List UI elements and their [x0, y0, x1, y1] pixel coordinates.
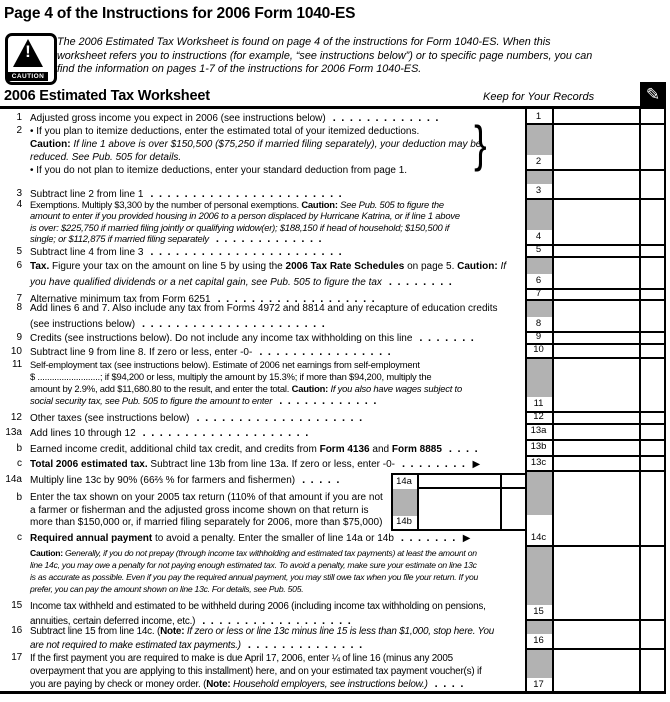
worksheet-row-14c — [0, 532, 494, 545]
line-text — [30, 246, 494, 259]
text-line — [30, 383, 494, 395]
amount-line-number: 14c — [530, 532, 547, 543]
line-number-label: 14a — [5, 474, 22, 485]
dot-leader: ............. — [215, 232, 328, 245]
text-segment: on page 5. — [404, 261, 458, 272]
number-cell-shade — [527, 621, 552, 634]
text-segment: is over: $225,750 if married filing jointly or qualifying widow(er); $188,150 if head of household; $150,500 if — [30, 221, 450, 233]
text-line — [30, 332, 494, 345]
line-text — [30, 492, 383, 530]
text-segment: Exemptions. Multiply $3,300 by the number of personal exemptions. — [30, 199, 302, 210]
dot-leader: ....................... — [150, 188, 348, 200]
text-segment: Caution: — [30, 139, 74, 150]
amount-line-number: 14b — [396, 516, 412, 527]
text-line — [30, 443, 494, 456]
amount-line-number: 14a — [396, 476, 412, 487]
text-line — [30, 458, 494, 471]
line-number-label: 13a — [5, 427, 22, 438]
worksheet-row-11 — [0, 359, 494, 408]
line-number-label: 10 — [10, 346, 22, 357]
text-line — [30, 625, 494, 639]
worksheet-row-1 — [0, 112, 494, 125]
text-segment: Figure your tax on the amount on line 5 by using the — [52, 261, 286, 272]
amount-line-number: 2 — [535, 156, 542, 167]
text-line — [30, 246, 494, 259]
text-line — [30, 233, 494, 245]
dot-leader: ....... — [400, 532, 461, 544]
text-segment: If you also have wages subject to — [330, 382, 462, 394]
text-segment: you are paying by check or money order. ( — [30, 679, 207, 690]
line-text — [30, 547, 494, 595]
text-segment: • If you do not plan to itemize deductions, enter your standard deduction from page 1. — [30, 165, 408, 176]
dot-leader: ............. — [332, 112, 444, 124]
line-number-label: 5 — [16, 246, 22, 257]
dot-leader: ........ — [401, 458, 471, 470]
text-line — [30, 138, 494, 151]
line-number-label: b — [16, 443, 22, 454]
line-text — [30, 443, 494, 456]
line-text — [30, 359, 494, 408]
dot-leader: ....................... — [150, 246, 348, 258]
inner-number-cell-shade — [393, 489, 417, 516]
text-segment: a farmer or fisherman and the adjusted gross income shown on that return is — [30, 504, 369, 516]
text-segment: Form 8885 — [391, 444, 442, 455]
text-line — [30, 492, 383, 505]
text-segment: are not required to make estimated tax payments.) — [30, 639, 241, 651]
text-segment: annuities, certain deferred income, etc.) — [30, 616, 196, 627]
text-line — [30, 600, 494, 614]
number-cell-shade — [527, 200, 552, 230]
text-line — [30, 260, 507, 275]
worksheet-row-14a — [0, 474, 358, 487]
worksheet-row-13b — [0, 443, 494, 456]
worksheet-row-16 — [0, 625, 494, 652]
line-text — [30, 125, 494, 177]
text-line — [30, 583, 494, 595]
number-cell-shade — [527, 359, 552, 397]
amount-line-number: 12 — [533, 411, 544, 422]
line-text — [30, 532, 494, 545]
worksheet-row-10 — [0, 346, 494, 359]
text-segment: Other taxes (see instructions below) — [30, 413, 190, 424]
line-number-label: 12 — [10, 412, 22, 423]
worksheet-row-13a — [0, 427, 494, 440]
text-line — [30, 371, 494, 383]
text-segment: Add lines 10 through 12 — [30, 428, 136, 439]
line-text — [30, 458, 494, 471]
dot-leader: ..... — [302, 474, 345, 486]
line-number-label: 11 — [12, 359, 22, 370]
worksheet-row-cau — [0, 547, 494, 595]
inner-table-vline — [500, 473, 502, 531]
amount-line-number: 6 — [535, 275, 542, 286]
line-text — [30, 474, 358, 487]
text-segment: Tax. — [30, 261, 53, 272]
dot-leader: .............. — [247, 638, 368, 651]
text-segment: prefer, you can pay the amount shown on line 13c. For details, see Pub. 505. — [30, 584, 304, 594]
number-cell-shade — [527, 171, 552, 184]
text-segment: 2006 Tax Rate Schedules — [285, 261, 405, 272]
dot-leader: ....... — [419, 332, 480, 344]
line-text — [30, 302, 498, 332]
amount-line-number: 11 — [533, 398, 544, 409]
text-line — [30, 474, 358, 487]
line-number-label: 9 — [16, 332, 22, 343]
text-line — [30, 222, 494, 233]
text-segment: Adjusted gross income you expect in 2006 (see instructions below) — [30, 113, 326, 124]
worksheet-row-17 — [0, 652, 494, 691]
text-segment: Credits (see instructions below). Do not include any income tax withholding on this line — [30, 333, 413, 344]
text-segment: See Pub. 505 to figure the — [340, 199, 444, 210]
amount-line-number: 4 — [535, 231, 542, 242]
line-number-label: 6 — [16, 260, 22, 271]
amount-line-number: 3 — [535, 185, 542, 196]
text-segment: Caution: — [301, 199, 341, 210]
text-line — [30, 210, 494, 221]
line-number-label: 1 — [16, 112, 22, 123]
line-number-label: 7 — [16, 293, 22, 304]
line-number-label: 3 — [16, 188, 22, 199]
caution-note-line: find the information on pages 1-7 of the instructions for 2006 Form 1040-ES. — [57, 63, 422, 75]
dot-leader: .... — [448, 443, 484, 455]
text-segment: Caution: — [291, 382, 331, 394]
text-line — [30, 571, 494, 583]
text-segment: Household employers, see instructions below.) — [233, 679, 428, 690]
worksheet-row-9 — [0, 332, 494, 345]
text-segment: you have qualified dividends or a net capital gain, see Pub. 505 to figure the tax — [30, 276, 382, 288]
text-segment: Subtract line 13b from line 13a. If zero or less, enter -0- — [150, 459, 395, 470]
line-number-label: c — [17, 458, 22, 469]
text-segment: If the first payment you are required to make is due April 17, 2006, enter ¼ of line 16 (minus any 2005 — [30, 653, 453, 664]
line-text — [30, 112, 494, 125]
text-line — [30, 275, 494, 291]
text-line — [30, 532, 494, 545]
text-segment: Add lines 6 and 7. Also include any tax from Forms 4972 and 8814 and any recapture of education credits — [30, 303, 498, 314]
text-line — [30, 346, 494, 359]
text-line — [30, 395, 494, 408]
amount-line-number: 17 — [533, 679, 544, 690]
number-cell-shade — [527, 258, 552, 274]
worksheet-row-2 — [0, 125, 494, 177]
line-number-label: 2 — [16, 125, 22, 136]
text-segment: Caution: — [457, 261, 501, 272]
amount-line-number: 13a — [530, 425, 547, 436]
keep-for-records-label: Keep for Your Records — [483, 91, 595, 103]
text-segment: Note: — [160, 626, 187, 637]
text-segment: Note: — [206, 679, 234, 690]
dot-leader: ................ — [259, 346, 397, 358]
text-line — [30, 112, 494, 125]
table-vline — [639, 109, 641, 693]
text-line — [30, 504, 369, 518]
line-text — [30, 260, 507, 290]
line-text — [30, 346, 494, 359]
arrow-right-icon: ▶ — [472, 459, 481, 470]
text-line — [30, 665, 494, 678]
dot-leader: .... — [434, 678, 469, 690]
worksheet-title: 2006 Estimated Tax Worksheet — [4, 88, 210, 104]
arrow-right-icon: ▶ — [462, 533, 471, 544]
amount-line-number: 13c — [530, 457, 547, 468]
amount-line-number: 5 — [535, 244, 542, 255]
worksheet-row-13c — [0, 458, 494, 471]
worksheet-row-14b — [0, 492, 383, 530]
dot-leader: ...................... — [142, 317, 331, 330]
text-line — [30, 559, 494, 571]
text-segment: more than $150,000 or, if married filing separately for 2006, more than $75,000) — [30, 517, 383, 529]
text-segment: overpayment that you are applying to this installment) here, and on your estimated tax payment voucher(s) if — [30, 666, 482, 677]
text-line — [30, 199, 494, 210]
text-segment: amount to enter if you provided housing in 2006 to a person displaced by Hurricane Katrina, or if line 1 above — [30, 210, 460, 222]
worksheet-row-8 — [0, 302, 498, 332]
amount-line-number: 7 — [535, 288, 542, 299]
text-segment: Form 4136 — [319, 444, 370, 455]
worksheet-row-12 — [0, 412, 494, 425]
line-number-label: 8 — [16, 302, 22, 313]
text-line — [30, 678, 494, 691]
text-segment: If line 1 above is over $150,500 ($75,250 if married filing separately), your deduction may be — [73, 139, 482, 150]
line-text — [30, 332, 494, 345]
inner-table-hline-mid — [417, 487, 527, 489]
number-cell-shade — [527, 650, 552, 678]
amount-line-number: 16 — [533, 635, 544, 646]
dot-leader: ................... — [217, 293, 381, 305]
worksheet-row-4 — [0, 199, 494, 245]
number-cell-shade — [527, 547, 552, 605]
amount-line-number: 10 — [533, 344, 544, 355]
dot-leader: .................... — [142, 427, 314, 439]
text-segment: is as accurate as possible. Even if you pay the required annual payment, you may still owe tax when you file your return. If you — [30, 572, 479, 582]
text-segment: Generally, if you do not prepay (through income tax withholding and estimated tax payments) at least the amount on — [64, 548, 477, 558]
text-line — [30, 151, 494, 164]
dot-leader: ........ — [388, 275, 458, 288]
caution-label: CAUTION — [8, 72, 48, 81]
inner-table-vline — [417, 473, 419, 531]
pencil-icon: ✎ — [640, 82, 666, 108]
text-segment: Enter the tax shown on your 2005 tax return (110% of that amount if you are not — [30, 492, 383, 503]
table-vline — [664, 109, 666, 693]
text-line — [30, 639, 494, 653]
caution-exclamation-icon: ! — [25, 42, 31, 61]
brace-glyph: } — [474, 116, 487, 172]
text-segment: If — [500, 261, 507, 272]
number-cell-shade — [527, 125, 552, 155]
amount-line-number: 8 — [535, 318, 542, 329]
table-vline — [552, 109, 554, 693]
text-segment: If zero or less or line 13c minus line 15 is less than $1,000, stop here. You — [186, 626, 495, 637]
amount-line-number: 13b — [530, 441, 547, 452]
amount-line-number: 9 — [535, 331, 542, 342]
page-title: Page 4 of the Instructions for 2006 Form 1040-ES — [4, 5, 356, 22]
text-line — [30, 547, 494, 559]
text-segment: amount by 2.9%, add $11,680.80 to the result, and enter the total. — [30, 382, 292, 394]
line-number-label: 17 — [11, 652, 22, 663]
text-segment: Subtract line 15 from line 14c. ( — [30, 626, 161, 637]
text-line — [30, 652, 494, 665]
number-cell-shade — [527, 472, 552, 515]
line-number-label: c — [17, 532, 22, 543]
worksheet-top-rule — [0, 106, 666, 109]
text-line — [30, 317, 494, 333]
line-text — [30, 412, 494, 425]
line-number-label: b — [16, 492, 22, 503]
line-number-label: 4 — [16, 199, 22, 210]
text-segment: Subtract line 9 from line 8. If zero or less, enter -0- — [30, 347, 253, 358]
line-text — [30, 427, 494, 440]
text-segment: Alternative minimum tax from Form 6251 — [30, 294, 211, 305]
amount-line-number: 15 — [533, 606, 544, 617]
text-line — [30, 517, 383, 530]
text-line — [30, 412, 494, 425]
worksheet-row-5 — [0, 246, 494, 259]
text-line — [30, 164, 494, 177]
text-segment: $ ..........................; if $94,200 or less, multiply the amount by 15.3%; if more than $94,200, multiply the — [30, 370, 432, 382]
text-segment: Total 2006 estimated tax. — [30, 459, 151, 470]
text-segment: line 14c, you may owe a penalty for not paying enough estimated tax. To avoid a penalty, make sure your estimate on line 13c — [30, 560, 477, 570]
text-segment: Subtract line 2 from line 1 — [30, 189, 144, 200]
caution-note-line: The 2006 Estimated Tax Worksheet is found on page 4 of the instructions for Form 1040-ES. When this — [57, 36, 551, 48]
text-segment: to avoid a penalty. Enter the smaller of line 14a or 14b — [155, 533, 394, 544]
line-number-label: 15 — [11, 600, 22, 611]
text-segment: social security tax, see Pub. 505 to figure the amount to enter — [30, 394, 273, 406]
text-segment: Self-employment tax (see instructions below). Estimate of 2006 net earnings from self-employment — [30, 359, 420, 370]
worksheet-bottom-rule — [0, 691, 666, 694]
text-line — [30, 427, 494, 440]
text-segment: Earned income credit, additional child tax credit, and credits from — [30, 444, 320, 455]
text-segment: Caution: — [30, 548, 65, 558]
amount-line-number: 1 — [535, 111, 542, 122]
text-segment: and — [369, 444, 392, 455]
text-segment: reduced. See Pub. 505 for details. — [30, 152, 182, 163]
text-line — [30, 359, 494, 371]
text-segment: Required annual payment — [30, 533, 156, 544]
worksheet-row-6 — [0, 260, 507, 290]
dot-leader: ............ — [279, 394, 382, 407]
text-segment: Income tax withheld and estimated to be withheld during 2006 (including income tax withholding on pensions, — [30, 601, 486, 612]
number-cell-shade — [527, 301, 552, 317]
text-segment: (see instructions below) — [30, 318, 136, 330]
text-line — [30, 125, 494, 138]
text-line — [30, 302, 498, 317]
text-segment: single; or $112,875 if married filing separately — [30, 232, 209, 244]
dot-leader: .................... — [196, 412, 368, 424]
inner-table-hline-bottom — [391, 529, 527, 531]
line-text — [30, 625, 494, 652]
text-segment: Subtract line 4 from line 3 — [30, 247, 144, 258]
line-text — [30, 199, 494, 245]
text-segment: • If you plan to itemize deductions, enter the estimated total of your itemized deductions. — [30, 126, 420, 137]
caution-note-line: worksheet refers you to instructions (for example, “see instructions below”) or to specific page numbers, you can — [57, 49, 593, 62]
dot-leader: .................. — [202, 615, 357, 627]
caution-note-text — [57, 36, 592, 77]
text-segment: Multiply line 13c by 90% (66⅔ % for farmers and fishermen) — [30, 475, 296, 486]
line-number-label: 16 — [11, 625, 22, 636]
caution-icon — [5, 33, 57, 85]
line-text — [30, 652, 494, 691]
